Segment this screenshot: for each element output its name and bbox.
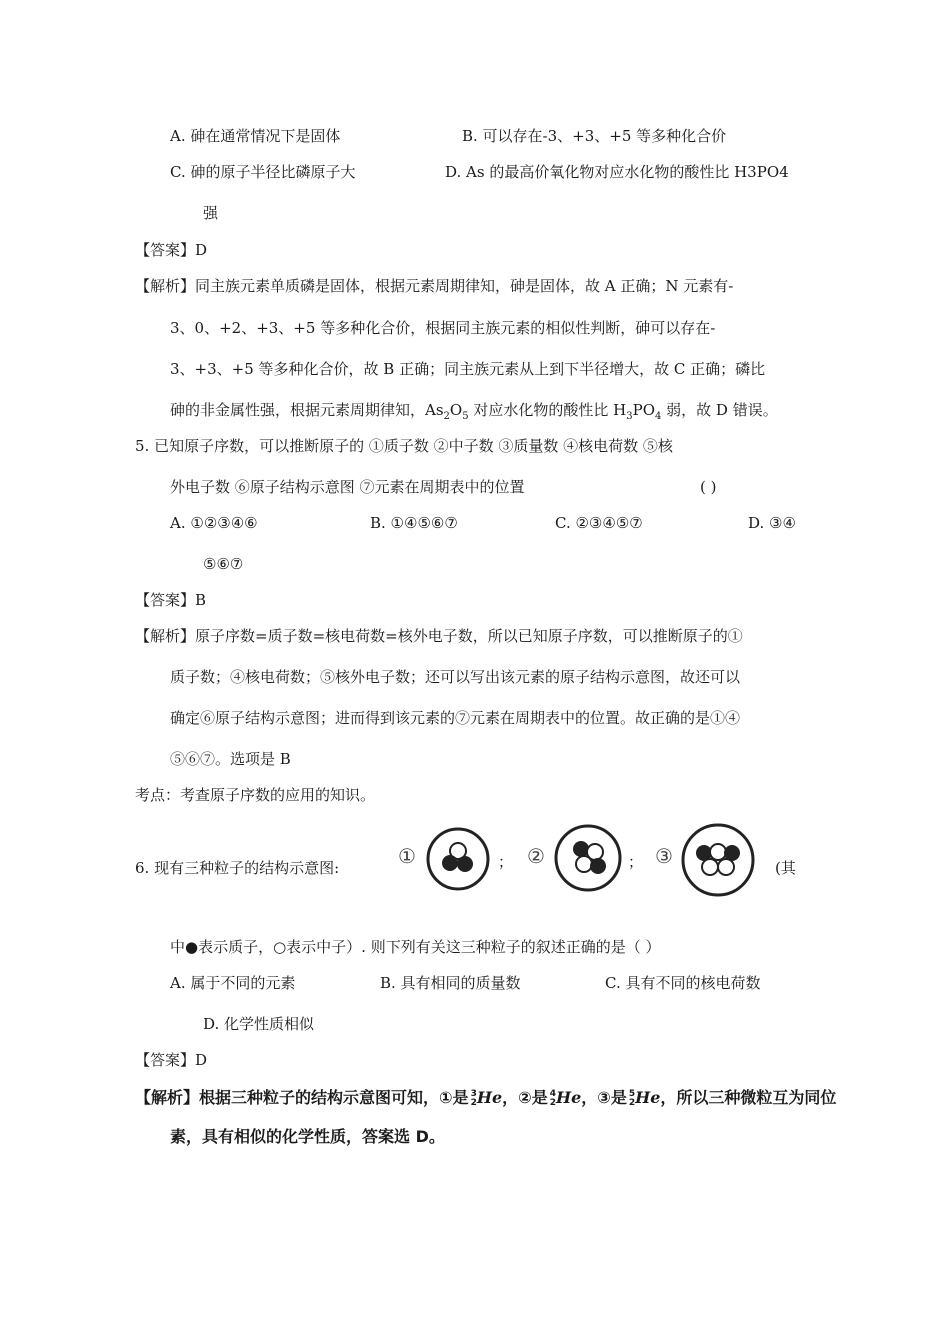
question-stem: 5. 已知原子序数，可以推断原子的 ①质子数 ②中子数 ③质量数 ④核电荷数 ⑤核 [135, 437, 673, 455]
option-a: A. ①②③④⑥ [170, 514, 258, 532]
isotope-notation: 4 2 [549, 1088, 556, 1108]
analysis-line: ⑤⑥⑦。选项是 B [170, 750, 291, 768]
question-stem: 中●表示质子，○表示中子）. 则下列有关这三种粒子的叙述正确的是（ ） [170, 938, 661, 956]
question-stem: 外电子数 ⑥原子结构示意图 ⑦元素在周期表中的位置 [170, 478, 525, 496]
option-b: B. ①④⑤⑥⑦ [370, 514, 458, 532]
analysis-line: 【解析】同主族元素单质磷是固体，根据元素周期律知，砷是固体，故 A 正确；N 元素有- [135, 277, 734, 295]
particle-diagram-3 [680, 822, 756, 898]
separator: ； [498, 853, 514, 871]
option-c: C. 砷的原子半径比磷原子大 [170, 163, 356, 181]
answer-blank: ( ) [700, 478, 717, 496]
isotope-notation: 5 2 [628, 1088, 636, 1108]
option-d-continuation: 强 [203, 204, 219, 222]
analysis-line: 素，具有相似的化学性质，答案选 D。 [170, 1127, 445, 1146]
option-d-continuation: ⑤⑥⑦ [203, 555, 244, 573]
answer-label: 【答案】D [135, 241, 208, 259]
particle-label-1: ① [398, 844, 416, 868]
analysis-line: 【解析】根据三种粒子的结构示意图可知，①是 3 2He，②是 4 2He，③是 5 2He，所以三种微粒互为同位 [135, 1088, 837, 1108]
isotope-notation: 3 2 [470, 1088, 477, 1108]
option-a: A. 属于不同的元素 [170, 974, 296, 992]
option-c: C. ②③④⑤⑦ [555, 514, 643, 532]
option-d: D. As 的最高价氧化物对应水化物的酸性比 H3PO4 [445, 163, 789, 181]
option-b: B. 可以存在-3、+3、+5 等多种化合价 [462, 127, 727, 145]
option-c: C. 具有不同的核电荷数 [605, 974, 761, 992]
answer-label: 【答案】B [135, 591, 207, 609]
particle-diagram-2 [553, 823, 623, 893]
separator: ； [628, 853, 644, 871]
particle-label-3: ③ [655, 844, 673, 868]
question-stem-tail: (其 [775, 859, 796, 877]
kaodian-note: 考点：考查原子序数的应用的知识。 [135, 786, 376, 804]
analysis-line: 质子数；④核电荷数；⑤核外电子数；还可以写出该元素的原子结构示意图，故还可以 [170, 668, 741, 686]
option-d: D. ③④ [748, 514, 796, 532]
analysis-line: 砷的非金属性强，根据元素周期律知，$As_2O_5$ 对应水化物的酸性比 $H_3PO_4$ 弱，故 D 错误。 [170, 401, 778, 422]
question-stem: 6. 现有三种粒子的结构示意图: [135, 859, 340, 877]
analysis-line: 【解析】原子序数=质子数=核电荷数=核外电子数，所以已知原子序数，可以推断原子的① [135, 627, 743, 645]
option-b: B. 具有相同的质量数 [380, 974, 521, 992]
answer-label: 【答案】D [135, 1051, 208, 1069]
analysis-line: 3、0、+2、+3、+5 等多种化合价，根据同主族元素的相似性判断，砷可以存在- [170, 319, 716, 337]
analysis-line: 确定⑥原子结构示意图；进而得到该元素的⑦元素在周期表中的位置。故正确的是①④ [170, 709, 741, 727]
option-a: A. 砷在通常情况下是固体 [170, 127, 341, 145]
particle-label-2: ② [527, 844, 545, 868]
particle-diagram-1 [425, 826, 491, 892]
option-d: D. 化学性质相似 [203, 1015, 315, 1033]
analysis-line: 3、+3、+5 等多种化合价，故 B 正确；同主族元素从上到下半径增大，故 C 正确；磷比 [170, 360, 766, 378]
